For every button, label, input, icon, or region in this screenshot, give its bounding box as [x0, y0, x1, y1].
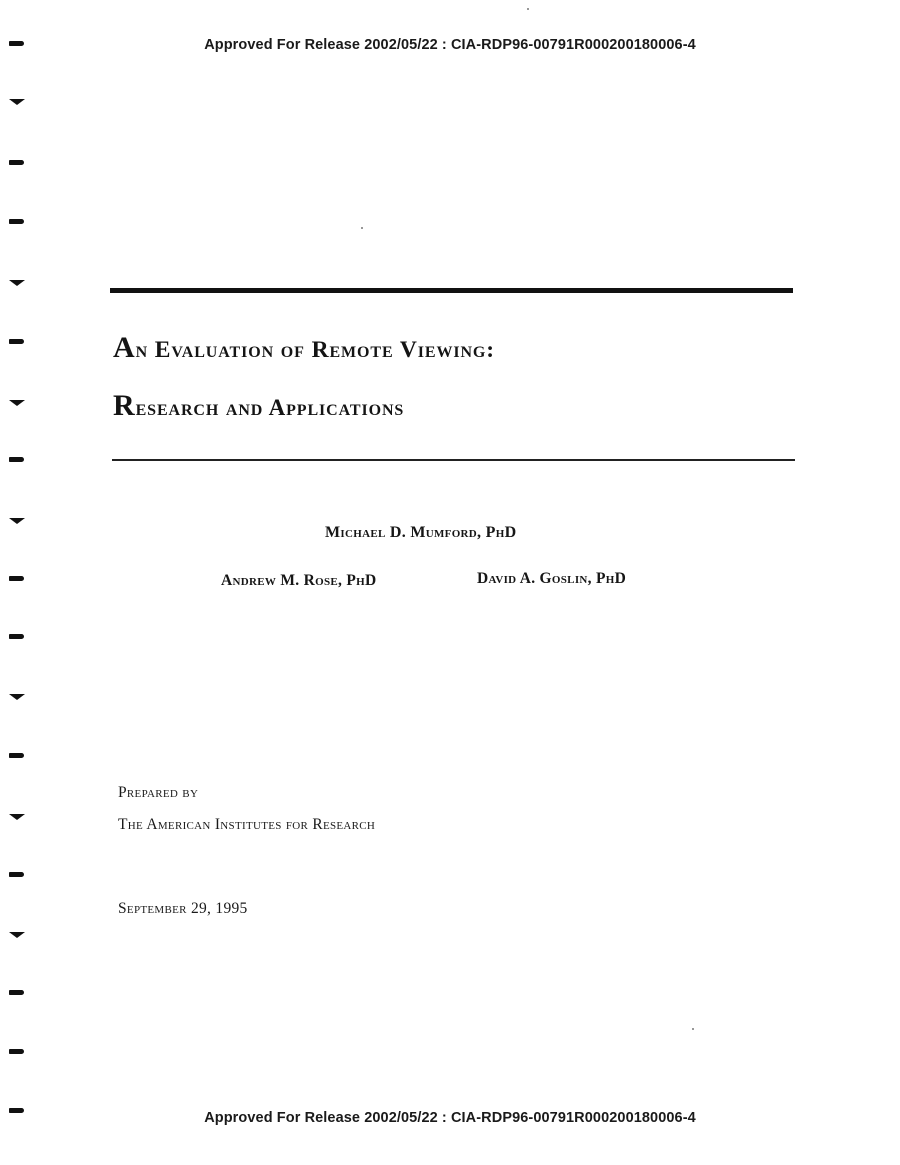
title-top-rule	[110, 288, 793, 293]
scan-speck	[361, 227, 363, 229]
binding-mark	[9, 634, 24, 639]
binding-mark	[9, 932, 25, 938]
binding-mark	[9, 219, 24, 224]
binding-mark	[9, 160, 24, 165]
binding-marks	[0, 0, 40, 1165]
binding-mark	[9, 400, 25, 406]
binding-mark	[9, 872, 24, 877]
binding-mark	[9, 339, 24, 344]
binding-mark	[9, 576, 24, 581]
binding-mark	[9, 99, 25, 105]
binding-mark	[9, 518, 25, 524]
release-footer: Approved For Release 2002/05/22 : CIA-RDP96-00791R000200180006-4	[204, 1110, 696, 1126]
prepared-by-label: Prepared by	[118, 784, 199, 801]
binding-mark	[9, 814, 25, 820]
author-name: Michael D. Mumford, PhD	[325, 524, 517, 541]
binding-mark	[9, 990, 24, 995]
binding-mark	[9, 280, 25, 286]
release-header: Approved For Release 2002/05/22 : CIA-RDP96-00791R000200180006-4	[204, 37, 696, 53]
author-name: David A. Goslin, PhD	[477, 570, 627, 587]
binding-mark	[9, 753, 24, 758]
binding-mark	[9, 457, 24, 462]
document-title-line-1: An Evaluation of Remote Viewing:	[113, 331, 495, 364]
scan-speck	[527, 8, 529, 10]
document-title-line-2: Research and Applications	[113, 389, 405, 422]
author-name: Andrew M. Rose, PhD	[221, 572, 377, 589]
binding-mark	[9, 694, 25, 700]
preparing-organization: The American Institutes for Research	[118, 816, 376, 833]
binding-mark	[9, 1049, 24, 1054]
binding-mark	[9, 41, 24, 46]
publication-date: September 29, 1995	[118, 900, 248, 917]
title-bottom-rule	[112, 459, 795, 461]
scan-speck	[692, 1028, 694, 1030]
